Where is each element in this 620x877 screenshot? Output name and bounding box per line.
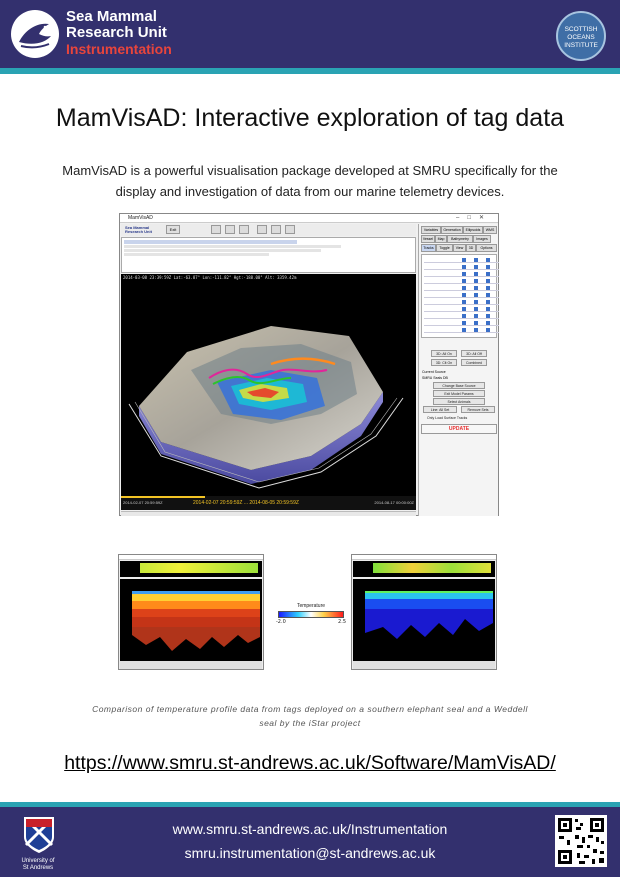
footer-banner [0, 807, 620, 877]
legend-max: 2.5 [338, 619, 346, 625]
toolbar-print-icon [285, 225, 295, 234]
temperature-profile-plot [353, 579, 495, 661]
only-surface-tracks-checkbox: Only Load Surface Tracks [427, 416, 468, 420]
temperature-profile-plot [120, 579, 262, 661]
profile-overview-strip [353, 561, 495, 577]
brand-name [66, 9, 172, 57]
software-link[interactable]: https://www.smru.st-andrews.ac.uk/Software/MamVisAD/ [64, 752, 556, 774]
app-screenshot [119, 213, 499, 516]
profile-plot-elephant-seal [118, 554, 264, 670]
scottish-oceans-institute-logo: SCOTTISH OCEANS INSTITUTE [556, 11, 606, 61]
tab-map: Map [435, 235, 447, 243]
tab-variables: Variables [421, 226, 441, 234]
university-line-1: University of [21, 858, 55, 864]
timeline-end: 2014-08-17 00:00:00Z [374, 500, 414, 505]
timeline-range: 2014-02-07 20:59:59Z ... 2014-08-05 20:59:59Z [193, 500, 299, 506]
timeline-bar [121, 496, 416, 510]
header-stripe [0, 68, 620, 74]
current-source-value: SMRU Seals DB [422, 376, 448, 380]
legend-colorbar [278, 611, 344, 618]
exit-model-params-button: Exit Model Params [433, 390, 485, 397]
profile-plot-weddell-seal [351, 554, 497, 670]
tab-generation-tracks: Generation [441, 226, 463, 234]
app-window-title: MamVisAD [128, 215, 153, 221]
playback-controls [121, 511, 416, 516]
brand-line-3: Instrumentation [66, 41, 172, 57]
log-output [121, 237, 416, 273]
remove-sets-button: Remove Sets [461, 406, 495, 413]
brand-line-1: Sea Mammal [66, 8, 157, 25]
figure-caption: Comparison of temperature profile data from tags deployed on a southern elephant seal and a Weddell seal by the iStar project [92, 704, 528, 728]
qr-code-icon [555, 815, 607, 867]
track-list [421, 254, 497, 338]
3d-all-off-button: 3D: All Off [461, 350, 487, 357]
tab-view: View [453, 244, 466, 252]
header-banner [0, 0, 620, 68]
toolbar-camera-icon [257, 225, 267, 234]
combined-button: Combined [461, 359, 487, 366]
toolbar-record-icon [271, 225, 281, 234]
tab-ellipsoids: Ellipsoids [463, 226, 483, 234]
legend-title: Temperature [296, 603, 326, 609]
current-source-label: Current Source [422, 370, 446, 374]
control-panel [418, 224, 498, 516]
tab-vessel: Vessel [422, 237, 434, 241]
app-toolbar [121, 224, 416, 236]
tab-bathymetry: Bathymetry [447, 235, 473, 243]
tab-options: Options [476, 244, 497, 252]
tab-images: Images [473, 235, 491, 243]
intro-paragraph: MamVisAD is a powerful visualisation package developed at SMRU specifically for the display and investigation of data from our marine telemetry devices. [62, 163, 558, 199]
email-link[interactable]: smru.instrumentation@st-andrews.ac.uk [184, 845, 436, 861]
tab-toggle: Toggle [436, 244, 453, 252]
3d-all-on-button: 3D: All On [431, 350, 457, 357]
profile-overview-strip [120, 561, 262, 577]
tab-wms: WMS [483, 226, 497, 234]
university-name [12, 858, 64, 872]
university-crest-icon [22, 815, 56, 855]
update-button: UPDATE [421, 424, 497, 434]
brand-line-2: Research Unit [66, 24, 167, 41]
3d-viewport [121, 274, 416, 510]
change-base-source-button: Change Base Source [433, 382, 485, 389]
timeline-start: 2014-02-07 20:59:59Z [123, 500, 163, 505]
window-controls-icon: –□✕ [456, 215, 492, 221]
toolbar-logo: Sea Mammal Research Unit [125, 225, 152, 234]
3d-clt-on-button: 3D: Clt On [431, 359, 457, 366]
seal-logo-icon [11, 10, 59, 58]
3d-terrain-render [121, 274, 416, 496]
toolbar-chart-icon [239, 225, 249, 234]
tab-tracks: Tracks [421, 244, 436, 252]
exit-button: Exit [166, 225, 180, 234]
legend-min: -2.0 [276, 619, 286, 625]
university-line-2: St Andrews [22, 865, 54, 871]
select-animals-button: Select Animals [433, 398, 485, 405]
toolbar-grid-icon [211, 225, 221, 234]
temperature-legend [273, 603, 349, 627]
tab-3d: 3D [466, 244, 476, 252]
toolbar-close-icon [225, 225, 235, 234]
app-titlebar [120, 214, 498, 223]
page-title: MamVisAD: Interactive exploration of tag data [55, 104, 565, 132]
line-all-set-button: Line: All Set [423, 406, 457, 413]
website-link[interactable]: www.smru.st-andrews.ac.uk/Instrumentation [172, 821, 448, 837]
viewport-status-line: 2014-03-08 23:39:59Z Lat:-63.87° Lon:-111.82° Hgt:-188.00° Alt: 3359.42m [123, 275, 297, 280]
